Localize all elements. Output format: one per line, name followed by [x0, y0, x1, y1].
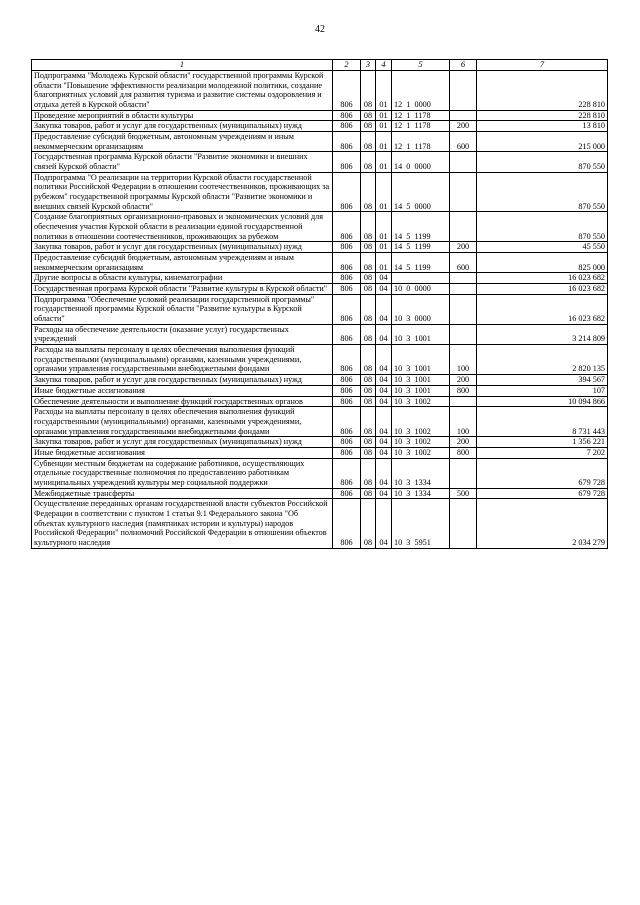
table-row: [32, 121, 608, 132]
cell-csr: 10 3 1001: [392, 375, 450, 386]
cell-name: Расходы на обеспечение деятельности (оказание услуг) государственных учреждений: [32, 324, 333, 344]
page-number: 42: [315, 24, 325, 35]
cell-vr: 200: [450, 375, 477, 386]
cell-rz: 08: [361, 132, 376, 152]
cell-vr: [450, 458, 477, 488]
table-row: [32, 458, 608, 488]
cell-rz: 08: [361, 324, 376, 344]
cell-pr: 04: [376, 396, 392, 407]
cell-pr: 04: [376, 284, 392, 295]
cell-name: Закупка товаров, работ и услуг для государственных (муниципальных) нужд: [32, 437, 333, 448]
cell-vr: [450, 110, 477, 121]
cell-vr: 100: [450, 345, 477, 375]
cell-vr: 200: [450, 121, 477, 132]
cell-gr: 806: [333, 71, 361, 111]
cell-vr: [450, 284, 477, 295]
table-row: [32, 273, 608, 284]
cell-name: Закупка товаров, работ и услуг для государственных (муниципальных) нужд: [32, 242, 333, 253]
table-row: [32, 212, 608, 242]
cell-sum: 870 550: [477, 152, 608, 172]
cell-pr: 04: [376, 345, 392, 375]
cell-pr: 04: [376, 488, 392, 499]
cell-pr: 01: [376, 71, 392, 111]
cell-vr: [450, 324, 477, 344]
cell-pr: 04: [376, 273, 392, 284]
cell-csr: 10 3 5951: [392, 499, 450, 548]
header-cell-rz: 3: [361, 60, 376, 71]
cell-rz: 08: [361, 375, 376, 386]
header-cell-sum: 7: [477, 60, 608, 71]
cell-name: Проведение мероприятий в области культуры: [32, 110, 333, 121]
cell-gr: 806: [333, 110, 361, 121]
cell-csr: 10 3 1001: [392, 345, 450, 375]
cell-gr: 806: [333, 294, 361, 324]
cell-rz: 08: [361, 407, 376, 437]
cell-vr: 200: [450, 242, 477, 253]
cell-name: Подпрограмма "Обеспечение условий реализации государственной программы" государственной программы Курской области "Развитие культуры в Курской области": [32, 294, 333, 324]
cell-gr: 806: [333, 152, 361, 172]
cell-csr: 12 1 1178: [392, 110, 450, 121]
cell-name: Закупка товаров, работ и услуг для государственных (муниципальных) нужд: [32, 121, 333, 132]
cell-name: Другие вопросы в области культуры, кинематографии: [32, 273, 333, 284]
table-row: [32, 71, 608, 111]
header-cell-gr: 2: [333, 60, 361, 71]
cell-sum: 16 023 682: [477, 273, 608, 284]
cell-rz: 08: [361, 447, 376, 458]
cell-sum: 679 728: [477, 458, 608, 488]
cell-pr: 04: [376, 499, 392, 548]
cell-rz: 08: [361, 110, 376, 121]
cell-vr: [450, 172, 477, 212]
cell-vr: [450, 212, 477, 242]
cell-csr: 10 3 1001: [392, 324, 450, 344]
cell-csr: 14 5 1199: [392, 242, 450, 253]
cell-name: Создание благоприятных организационно-правовых и экономических условий для обеспечения участия Курской области в реализации единой государственной политики в отношении соотечественников, проживающих за рубежом: [32, 212, 333, 242]
cell-csr: 14 5 1199: [392, 253, 450, 273]
header-cell-csr: 5: [392, 60, 450, 71]
cell-sum: 13 810: [477, 121, 608, 132]
cell-sum: 3 214 809: [477, 324, 608, 344]
cell-name: Подпрограмма "О реализации на территории Курской области государственной политики Российской Федерации в отношении соотечественников, проживающих за рубежом" государственной программы Курской области "Развитие экономики и внешних связей Курской области": [32, 172, 333, 212]
cell-rz: 08: [361, 273, 376, 284]
cell-csr: 10 0 0000: [392, 284, 450, 295]
cell-sum: 10 094 866: [477, 396, 608, 407]
cell-vr: [450, 71, 477, 111]
cell-vr: 200: [450, 437, 477, 448]
cell-pr: 01: [376, 172, 392, 212]
cell-pr: 04: [376, 385, 392, 396]
cell-csr: 10 3 1334: [392, 488, 450, 499]
cell-csr: 12 1 1178: [392, 121, 450, 132]
cell-vr: [450, 396, 477, 407]
cell-gr: 806: [333, 212, 361, 242]
table-row: [32, 447, 608, 458]
cell-name: Расходы на выплаты персоналу в целях обеспечения выполнения функций государственными (муниципальными) органами, казенными учреждениями, органами управления государственными внебюджетными фондами: [32, 407, 333, 437]
cell-pr: 04: [376, 437, 392, 448]
cell-sum: 45 550: [477, 242, 608, 253]
cell-gr: 806: [333, 375, 361, 386]
cell-rz: 08: [361, 212, 376, 242]
cell-pr: 04: [376, 447, 392, 458]
header-row: [32, 60, 608, 71]
cell-sum: 679 728: [477, 488, 608, 499]
cell-pr: 04: [376, 324, 392, 344]
cell-csr: 14 5 0000: [392, 172, 450, 212]
cell-rz: 08: [361, 458, 376, 488]
cell-gr: 806: [333, 284, 361, 295]
cell-csr: 10 3 1334: [392, 458, 450, 488]
cell-rz: 08: [361, 172, 376, 212]
cell-sum: 870 550: [477, 212, 608, 242]
cell-gr: 806: [333, 253, 361, 273]
table-row: [32, 437, 608, 448]
cell-csr: 14 0 0000: [392, 152, 450, 172]
table-row: [32, 132, 608, 152]
cell-vr: 500: [450, 488, 477, 499]
table-row: [32, 499, 608, 548]
cell-csr: 14 5 1199: [392, 212, 450, 242]
cell-gr: 806: [333, 385, 361, 396]
cell-vr: 800: [450, 385, 477, 396]
cell-gr: 806: [333, 437, 361, 448]
cell-sum: 1 356 221: [477, 437, 608, 448]
cell-csr: [392, 273, 450, 284]
cell-pr: 04: [376, 375, 392, 386]
header-cell-name: 1: [32, 60, 333, 71]
table-row: [32, 324, 608, 344]
cell-pr: 01: [376, 212, 392, 242]
cell-pr: 01: [376, 253, 392, 273]
cell-rz: 08: [361, 488, 376, 499]
budget-table: [31, 59, 608, 549]
cell-csr: 10 3 1001: [392, 385, 450, 396]
cell-rz: 08: [361, 121, 376, 132]
cell-sum: 16 023 682: [477, 294, 608, 324]
cell-rz: 08: [361, 294, 376, 324]
table-row: [32, 488, 608, 499]
cell-gr: 806: [333, 458, 361, 488]
cell-gr: 806: [333, 273, 361, 284]
table-row: [32, 110, 608, 121]
cell-sum: 7 202: [477, 447, 608, 458]
cell-csr: 10 3 1002: [392, 396, 450, 407]
cell-pr: 01: [376, 242, 392, 253]
cell-csr: 12 1 0000: [392, 71, 450, 111]
cell-sum: 8 731 443: [477, 407, 608, 437]
cell-vr: 800: [450, 447, 477, 458]
cell-gr: 806: [333, 121, 361, 132]
cell-sum: 825 000: [477, 253, 608, 273]
cell-sum: 107: [477, 385, 608, 396]
table-row: [32, 152, 608, 172]
cell-sum: 228 810: [477, 71, 608, 111]
cell-pr: 01: [376, 132, 392, 152]
cell-rz: 08: [361, 437, 376, 448]
cell-rz: 08: [361, 71, 376, 111]
cell-vr: 600: [450, 253, 477, 273]
cell-csr: 10 3 1002: [392, 447, 450, 458]
cell-gr: 806: [333, 396, 361, 407]
cell-name: Расходы на выплаты персоналу в целях обеспечения выполнения функций государственными (муниципальными) органами, казенными учреждениями, органами управления государственными внебюджетными фондами: [32, 345, 333, 375]
cell-pr: 01: [376, 110, 392, 121]
cell-name: Предоставление субсидий бюджетным, автономным учреждениям и иным некоммерческим организациям: [32, 132, 333, 152]
cell-pr: 04: [376, 294, 392, 324]
cell-rz: 08: [361, 242, 376, 253]
cell-name: Иные бюджетные ассигнования: [32, 385, 333, 396]
cell-vr: 600: [450, 132, 477, 152]
table-row: [32, 242, 608, 253]
cell-gr: 806: [333, 172, 361, 212]
cell-pr: 01: [376, 152, 392, 172]
cell-gr: 806: [333, 407, 361, 437]
cell-csr: 10 3 0000: [392, 294, 450, 324]
cell-name: Закупка товаров, работ и услуг для государственных (муниципальных) нужд: [32, 375, 333, 386]
cell-name: Государственная программа Курской области "Развитие экономики и внешних связей Курской области": [32, 152, 333, 172]
cell-gr: 806: [333, 488, 361, 499]
cell-name: Предоставление субсидий бюджетным, автономным учреждениям и иным некоммерческим организациям: [32, 253, 333, 273]
cell-vr: 100: [450, 407, 477, 437]
cell-name: Государственная програма Курской области "Развитие культуры в Курской области": [32, 284, 333, 295]
cell-vr: [450, 273, 477, 284]
cell-rz: 08: [361, 499, 376, 548]
cell-name: Межбюджетные трансферты: [32, 488, 333, 499]
cell-name: Обеспечение деятельности и выполнение функций государственных органов: [32, 396, 333, 407]
cell-sum: 2 820 135: [477, 345, 608, 375]
header-cell-pr: 4: [376, 60, 392, 71]
cell-pr: 04: [376, 407, 392, 437]
cell-gr: 806: [333, 324, 361, 344]
cell-rz: 08: [361, 396, 376, 407]
cell-csr: 10 3 1002: [392, 407, 450, 437]
table-row: [32, 172, 608, 212]
cell-name: Осуществление переданных органам государственной власти субъектов Российской Федерации в соответствии с пунктом 1 статьи 9.1 Федерального закона "Об объектах культурного наследия (памятниках истории и культуры) народов Российской Федерации" полномочий Российской Федерации в отношении объектов культурного наследия: [32, 499, 333, 548]
cell-sum: 394 567: [477, 375, 608, 386]
cell-rz: 08: [361, 345, 376, 375]
table-row: [32, 385, 608, 396]
table-row: [32, 294, 608, 324]
cell-rz: 08: [361, 284, 376, 295]
cell-pr: 01: [376, 121, 392, 132]
cell-rz: 08: [361, 253, 376, 273]
cell-name: Иные бюджетные ассигнования: [32, 447, 333, 458]
cell-vr: [450, 499, 477, 548]
table-row: [32, 407, 608, 437]
cell-name: Подпрограмма "Молодежь Курской области" государственной программы Курской области "Повышение эффективности реализации молодежной политики, создание благоприятных условий для развития туризма и развитие системы оздоровления и отдыха детей в Курской области": [32, 71, 333, 111]
cell-csr: 12 1 1178: [392, 132, 450, 152]
cell-sum: 2 034 279: [477, 499, 608, 548]
cell-gr: 806: [333, 499, 361, 548]
cell-pr: 04: [376, 458, 392, 488]
header-cell-vr: 6: [450, 60, 477, 71]
cell-gr: 806: [333, 242, 361, 253]
cell-rz: 08: [361, 152, 376, 172]
table-row: [32, 345, 608, 375]
table-row: [32, 396, 608, 407]
cell-sum: 228 810: [477, 110, 608, 121]
table-row: [32, 375, 608, 386]
cell-csr: 10 3 1002: [392, 437, 450, 448]
cell-name: Субвенции местным бюджетам на содержание работников, осуществляющих отдельные государственные полномочия по предоставлению работникам муниципальных учреждений культуры мер социальной поддержки: [32, 458, 333, 488]
cell-gr: 806: [333, 345, 361, 375]
cell-sum: 870 550: [477, 172, 608, 212]
cell-vr: [450, 294, 477, 324]
cell-gr: 806: [333, 447, 361, 458]
table-row: [32, 284, 608, 295]
table-row: [32, 253, 608, 273]
cell-sum: 215 000: [477, 132, 608, 152]
cell-gr: 806: [333, 132, 361, 152]
cell-vr: [450, 152, 477, 172]
cell-sum: 16 023 682: [477, 284, 608, 295]
cell-rz: 08: [361, 385, 376, 396]
